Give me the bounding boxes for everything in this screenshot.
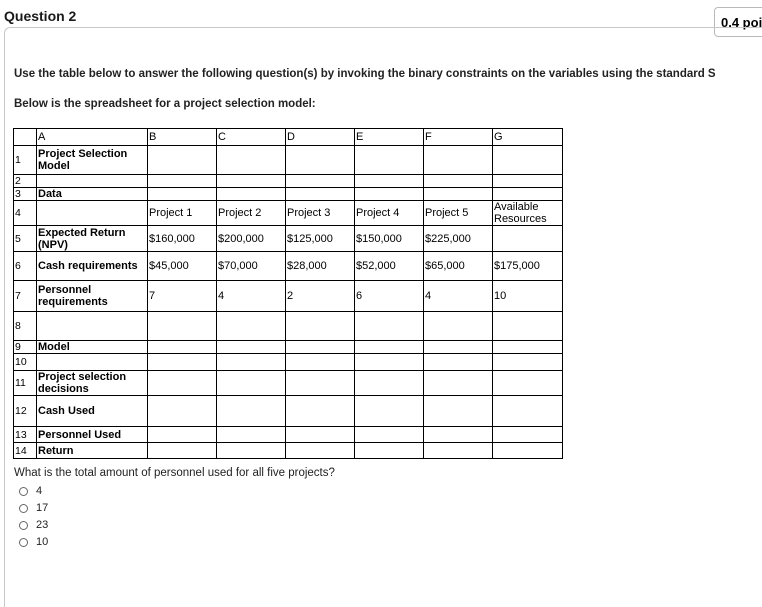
row-number: 6 (14, 252, 37, 281)
sheet-cell (355, 443, 424, 459)
sheet-cell (286, 371, 355, 396)
row-number: 7 (14, 281, 37, 312)
corner-cell (14, 129, 37, 146)
sheet-cell: $70,000 (217, 252, 286, 281)
column-header: G (493, 129, 563, 146)
answer-option[interactable] (19, 501, 48, 515)
sheet-row (14, 443, 563, 459)
sheet-cell (148, 371, 217, 396)
sheet-cell: 2 (286, 281, 355, 312)
sheet-cell (424, 371, 493, 396)
row-label: Personnel requirements (37, 281, 148, 312)
row-label (37, 175, 148, 188)
sheet-cell (217, 427, 286, 443)
sheet-cell (148, 341, 217, 354)
sheet-row (14, 201, 563, 226)
sheet-row (14, 146, 563, 175)
row-number: 14 (14, 443, 37, 459)
sheet-cell (355, 188, 424, 201)
row-number: 8 (14, 312, 37, 341)
row-label: Model (37, 341, 148, 354)
row-label: Cash Used (37, 396, 148, 427)
answer-option-label: 17 (36, 502, 49, 514)
sheet-cell (148, 312, 217, 341)
sheet-cell (217, 371, 286, 396)
sheet-row (14, 252, 563, 281)
sheet-cell (286, 427, 355, 443)
sheet-cell: Project 2 (217, 201, 286, 226)
sheet-cell: Project 3 (286, 201, 355, 226)
sheet-cell (148, 443, 217, 459)
sheet-cell (286, 396, 355, 427)
row-number: 9 (14, 341, 37, 354)
column-header: C (217, 129, 286, 146)
column-header: A (37, 129, 148, 146)
sheet-cell (217, 396, 286, 427)
column-header-row (14, 129, 563, 146)
sheet-cell (493, 396, 563, 427)
question-prompt: What is the total amount of personnel used for all five projects? (14, 467, 335, 479)
sheet-row (14, 371, 563, 396)
answer-option-label: 4 (36, 485, 43, 497)
sheet-cell (424, 341, 493, 354)
sheet-row (14, 226, 563, 252)
sheet-cell: Project 1 (148, 201, 217, 226)
sheet-cell: $45,000 (148, 252, 217, 281)
sheet-cell (493, 226, 563, 252)
sheet-cell: $52,000 (355, 252, 424, 281)
sheet-cell (493, 443, 563, 459)
radio-button[interactable] (19, 504, 28, 513)
sheet-cell (493, 146, 563, 175)
sheet-cell: $125,000 (286, 226, 355, 252)
sheet-cell (355, 354, 424, 371)
sheet-cell (424, 396, 493, 427)
sheet-cell: 7 (148, 281, 217, 312)
sheet-cell (148, 354, 217, 371)
row-number: 10 (14, 354, 37, 371)
sheet-cell (286, 312, 355, 341)
sheet-cell (424, 354, 493, 371)
sheet-cell (355, 175, 424, 188)
sheet-cell (217, 175, 286, 188)
row-number: 12 (14, 396, 37, 427)
row-label: Expected Return (NPV) (37, 226, 148, 252)
row-number: 11 (14, 371, 37, 396)
column-header: E (355, 129, 424, 146)
sheet-cell (424, 427, 493, 443)
sheet-row (14, 312, 563, 341)
radio-button[interactable] (19, 521, 28, 530)
sheet-cell (355, 312, 424, 341)
sheet-cell (286, 175, 355, 188)
sheet-cell: $28,000 (286, 252, 355, 281)
sheet-cell (217, 443, 286, 459)
sheet-cell (355, 146, 424, 175)
sheet-cell: 4 (424, 281, 493, 312)
sheet-row (14, 175, 563, 188)
sheet-cell (286, 341, 355, 354)
radio-button[interactable] (19, 538, 28, 547)
answer-option[interactable] (19, 518, 48, 532)
sheet-cell (424, 146, 493, 175)
sheet-cell: $175,000 (493, 252, 563, 281)
answer-option-label: 10 (36, 536, 49, 548)
sheet-cell (217, 341, 286, 354)
row-label: Data (37, 188, 148, 201)
sheet-cell (355, 427, 424, 443)
sheet-cell (286, 443, 355, 459)
row-number: 5 (14, 226, 37, 252)
sheet-cell (355, 371, 424, 396)
sheet-cell (286, 146, 355, 175)
row-label: Personnel Used (37, 427, 148, 443)
sheet-cell (493, 341, 563, 354)
sheet-row (14, 354, 563, 371)
sheet-cell (355, 341, 424, 354)
sheet-cell (217, 312, 286, 341)
sheet-cell: $225,000 (424, 226, 493, 252)
sheet-row (14, 341, 563, 354)
question-title: Question 2 (4, 8, 77, 24)
row-number: 2 (14, 175, 37, 188)
sheet-cell: Project 5 (424, 201, 493, 226)
answer-option[interactable] (19, 535, 48, 549)
sheet-cell (493, 354, 563, 371)
row-label: Project Selection Model (37, 146, 148, 175)
sheet-cell (217, 354, 286, 371)
row-label: Cash requirements (37, 252, 148, 281)
row-label (37, 354, 148, 371)
row-number: 4 (14, 201, 37, 226)
sheet-cell (355, 396, 424, 427)
intro-text: Below is the spreadsheet for a project selection model: (14, 98, 316, 110)
sheet-cell (286, 188, 355, 201)
row-label (37, 312, 148, 341)
column-header: B (148, 129, 217, 146)
sheet-cell (424, 188, 493, 201)
sheet-cell: 4 (217, 281, 286, 312)
sheet-cell (493, 427, 563, 443)
answer-option[interactable] (19, 484, 42, 498)
sheet-row (14, 427, 563, 443)
sheet-cell: Project 4 (355, 201, 424, 226)
row-label: Return (37, 443, 148, 459)
instruction-text: Use the table below to answer the following question(s) by invoking the binary constraints on the variables using the standard S (14, 68, 716, 80)
sheet-cell (148, 396, 217, 427)
sheet-cell (217, 146, 286, 175)
sheet-cell (148, 427, 217, 443)
radio-button[interactable] (19, 487, 28, 496)
sheet-row (14, 281, 563, 312)
sheet-cell (217, 188, 286, 201)
answer-option-label: 23 (36, 519, 49, 531)
sheet-cell: $200,000 (217, 226, 286, 252)
sheet-cell: $150,000 (355, 226, 424, 252)
row-label: Project selection decisions (37, 371, 148, 396)
sheet-cell (148, 175, 217, 188)
sheet-cell (148, 188, 217, 201)
row-number: 3 (14, 188, 37, 201)
sheet-cell: $65,000 (424, 252, 493, 281)
row-number: 1 (14, 146, 37, 175)
sheet-cell (493, 188, 563, 201)
sheet-row (14, 188, 563, 201)
sheet-cell (493, 371, 563, 396)
row-number: 13 (14, 427, 37, 443)
column-header: D (286, 129, 355, 146)
sheet-cell (493, 312, 563, 341)
sheet-cell: $160,000 (148, 226, 217, 252)
sheet-cell: 10 (493, 281, 563, 312)
sheet-cell (424, 312, 493, 341)
sheet-cell: 6 (355, 281, 424, 312)
sheet-cell (148, 146, 217, 175)
sheet-row (14, 396, 563, 427)
sheet-cell (424, 175, 493, 188)
sheet-cell (424, 443, 493, 459)
sheet-cell (493, 175, 563, 188)
points-badge: 0.4 poi (714, 7, 762, 37)
sheet-cell: Available Resources (493, 201, 563, 226)
spreadsheet-table (13, 128, 563, 459)
row-label (37, 201, 148, 226)
sheet-cell (286, 354, 355, 371)
column-header: F (424, 129, 493, 146)
